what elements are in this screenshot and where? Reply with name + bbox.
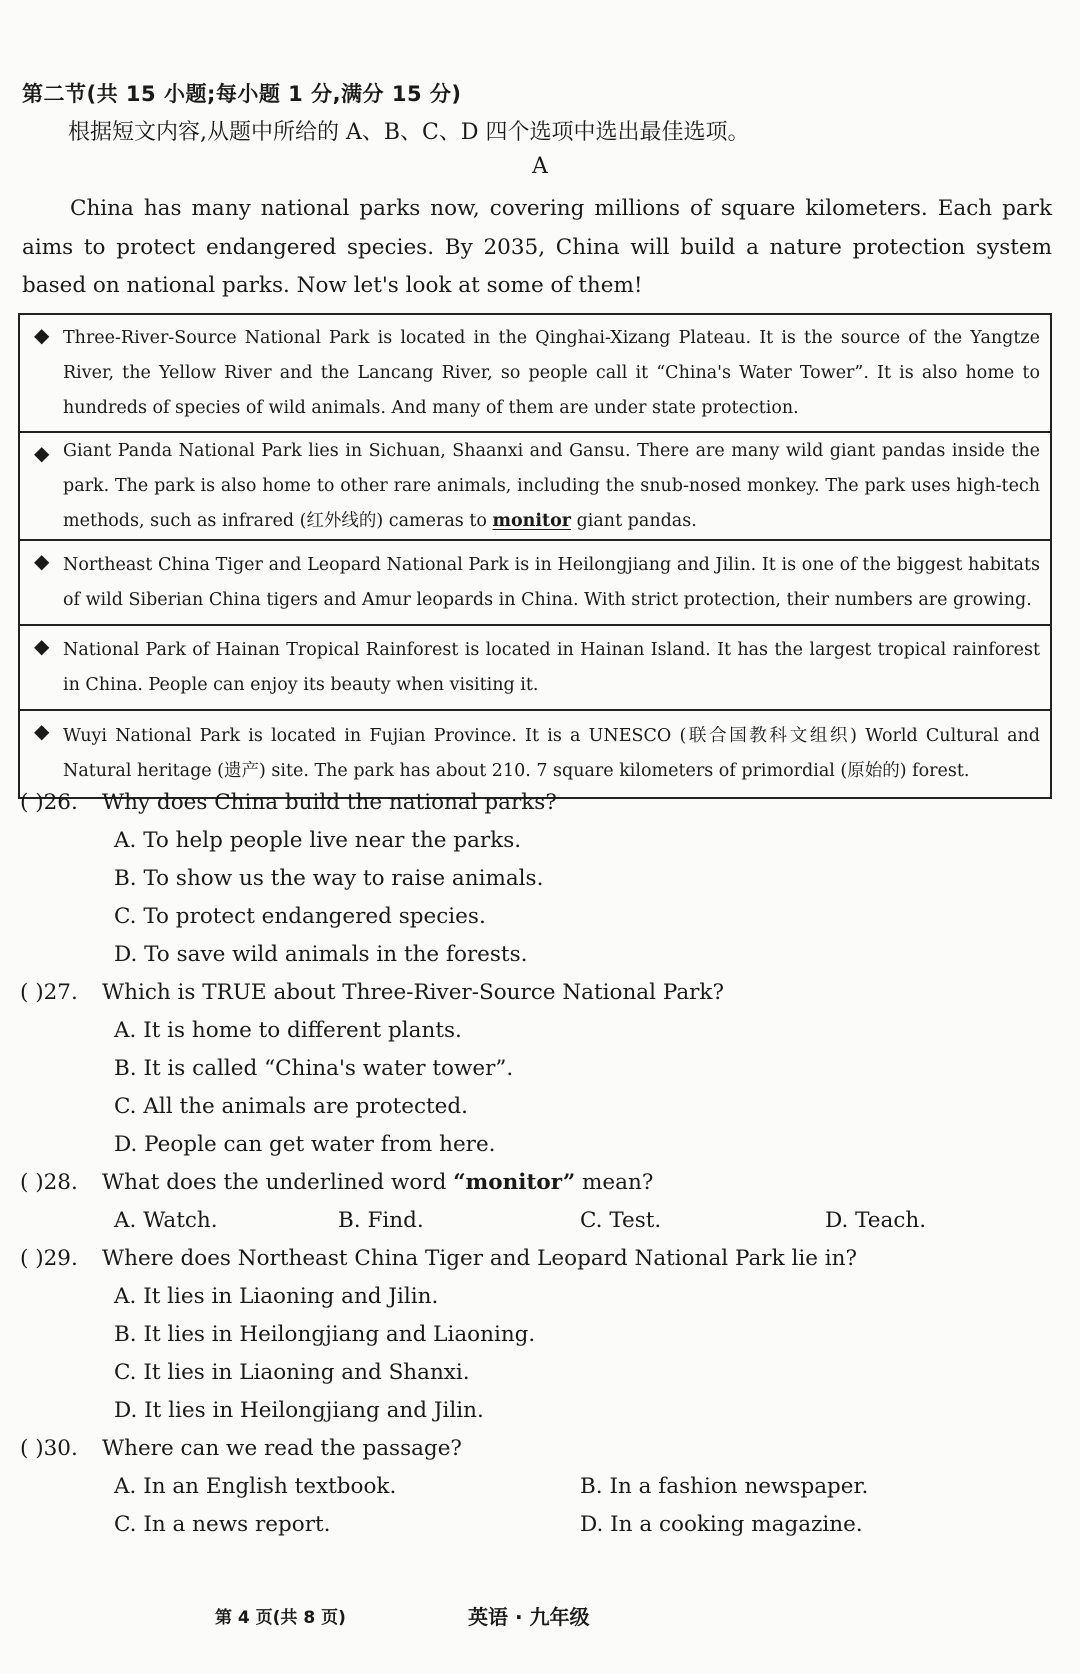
option: C. It lies in Liaoning and Shanxi.: [114, 1360, 470, 1385]
park-text: Wuyi National Park is located in Fujian Province. It is a UNESCO (联合国教科文组织) World Cultural and Natural heritage (遗产) site. The park has about 210. 7 square kilometers of primordial (原始的) forest.: [63, 726, 1040, 781]
parks-table: [18, 313, 1052, 799]
question-text: Where does Northeast China Tiger and Leopard National Park lie in?: [102, 1246, 858, 1271]
park-entry: [20, 711, 1050, 797]
option: B. It lies in Heilongjiang and Liaoning.: [114, 1322, 536, 1347]
option: B. To show us the way to raise animals.: [114, 866, 544, 891]
option: C. To protect endangered species.: [114, 904, 486, 929]
option: A. To help people live near the parks.: [114, 828, 522, 853]
question-text: Where can we read the passage?: [102, 1436, 462, 1461]
diamond-bullet-icon: ◆: [34, 441, 50, 465]
park-text: [63, 434, 1040, 539]
question-text: What does the underlined word: [102, 1170, 454, 1195]
park-entry: [20, 626, 1050, 711]
question-text: mean?: [575, 1170, 654, 1195]
question-29: [20, 1246, 857, 1271]
diamond-bullet-icon: ◆: [34, 634, 50, 658]
answer-blank: ( )26.: [20, 790, 78, 815]
park-text: Three-River-Source National Park is located in the Qinghai-Xizang Plateau. It is the source of the Yangtze River, the Yellow River and the Lancang River, so people call it “China's Water Tower”. It is also home to hundreds of species of wild animals. And many of them are under state protection.: [63, 327, 1040, 418]
park-text: National Park of Hainan Tropical Rainforest is located in Hainan Island. It has the largest tropical rainforest in China. People can enjoy its beauty when visiting it.: [63, 639, 1040, 695]
park-text-part: giant pandas.: [571, 510, 697, 531]
question-28: [20, 1170, 653, 1195]
option: D. Teach.: [825, 1208, 927, 1233]
option: D. In a cooking magazine.: [580, 1512, 863, 1537]
answer-blank: ( )29.: [20, 1246, 78, 1271]
option: A. In an English textbook.: [114, 1474, 397, 1499]
park-text: Northeast China Tiger and Leopard National Park is in Heilongjiang and Jilin. It is one of the biggest habitats of wild Siberian China tigers and Amur leopards in China. With strict protection, their numbers are growing.: [63, 554, 1040, 610]
option: C. Test.: [580, 1208, 662, 1233]
option: B. It is called “China's water tower”.: [114, 1056, 514, 1081]
passage-letter: A: [532, 154, 548, 179]
answer-blank: ( )27.: [20, 980, 78, 1005]
passage-intro: China has many national parks now, covering millions of square kilometers. Each park aims to protect endangered species. By 2035, China will build a nature protection system based on national parks. Now let's look at some of them!: [22, 196, 1052, 298]
park-entry: [20, 541, 1050, 626]
option: C. In a news report.: [114, 1512, 331, 1537]
instruction: 根据短文内容,从题中所给的 A、B、C、D 四个选项中选出最佳选项。: [68, 120, 750, 145]
section-title: 第二节(共 15 小题;每小题 1 分,满分 15 分): [22, 82, 462, 106]
option: D. People can get water from here.: [114, 1132, 496, 1157]
park-entry: [20, 315, 1050, 433]
answer-blank: ( )28.: [20, 1170, 78, 1195]
underlined-word: monitor: [492, 510, 572, 531]
option: B. Find.: [338, 1208, 424, 1233]
park-text-part: Giant Panda National Park lies in Sichuan, Shaanxi and Gansu. There are many wild giant pandas inside the park. The park is also home to other rare animals, including the snub-nosed monkey. The park uses high-tech methods, such as infrared (红外线的) cameras to: [63, 440, 1040, 531]
diamond-bullet-icon: ◆: [34, 719, 50, 743]
question-26: [20, 790, 557, 815]
diamond-bullet-icon: ◆: [34, 323, 50, 347]
option: D. It lies in Heilongjiang and Jilin.: [114, 1398, 484, 1423]
question-30: [20, 1436, 462, 1461]
option: C. All the animals are protected.: [114, 1094, 469, 1119]
subject-grade: 英语 · 九年级: [468, 1605, 590, 1629]
page-number: 第 4 页(共 8 页): [215, 1608, 346, 1628]
question-text: Which is TRUE about Three-River-Source National Park?: [102, 980, 724, 1005]
option: A. It is home to different plants.: [114, 1018, 462, 1043]
answer-blank: ( )30.: [20, 1436, 78, 1461]
question-text: Why does China build the national parks?: [102, 790, 557, 815]
option: D. To save wild animals in the forests.: [114, 942, 528, 967]
option: A. It lies in Liaoning and Jilin.: [114, 1284, 439, 1309]
option: A. Watch.: [114, 1208, 218, 1233]
park-entry: [20, 433, 1050, 541]
question-27: [20, 980, 724, 1005]
diamond-bullet-icon: ◆: [34, 549, 50, 573]
option: B. In a fashion newspaper.: [580, 1474, 869, 1499]
question-keyword: “monitor”: [453, 1170, 576, 1195]
